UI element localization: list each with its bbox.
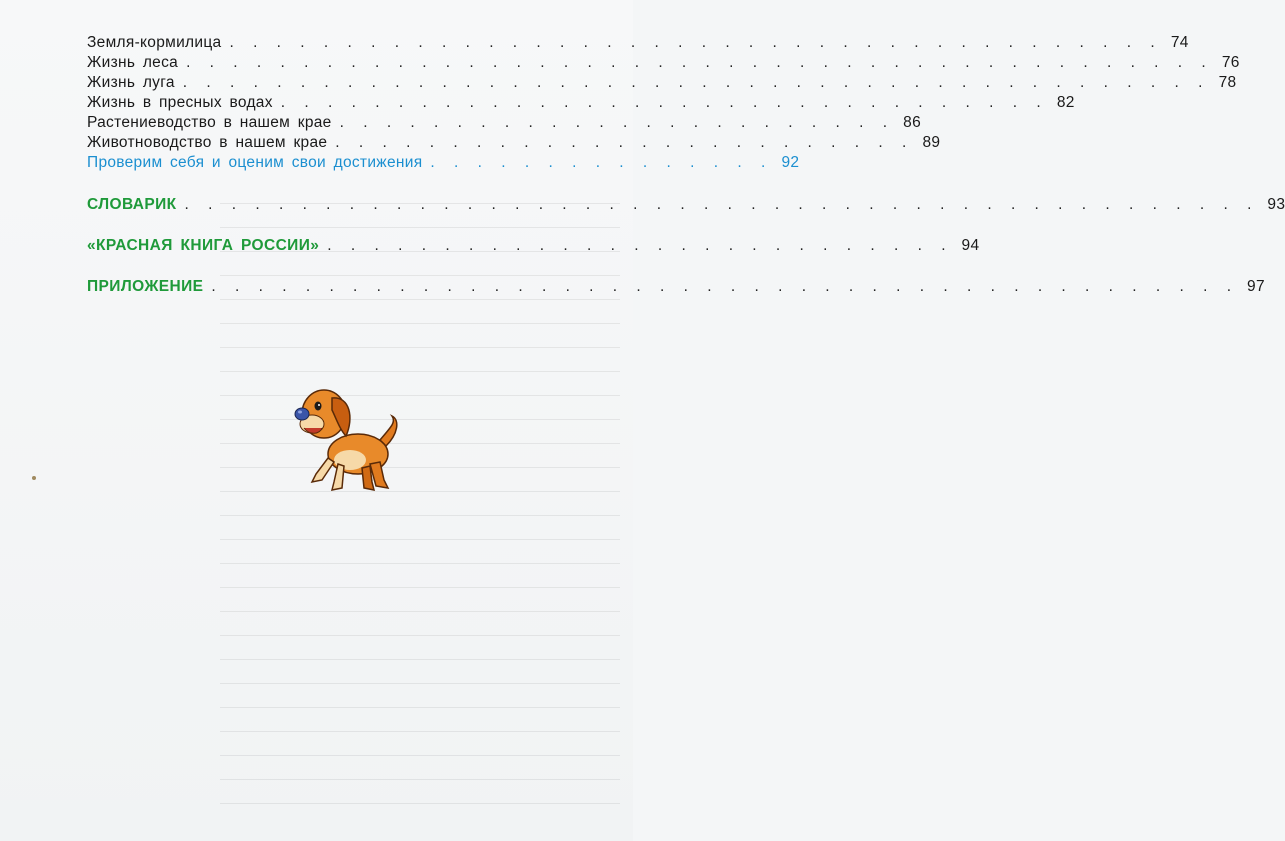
toc-section-page: 93 bbox=[1267, 196, 1285, 213]
toc-entry-title: Животноводство в нашем крае bbox=[87, 134, 328, 151]
dot-leader: . . . . . . . . . . . . . . . bbox=[430, 154, 772, 171]
dot-leader: . . . . . . . . . . . . . . . . . . . . . . . . . . . bbox=[327, 237, 952, 254]
toc-entry-page: 89 bbox=[922, 134, 941, 151]
toc-entry-page: 76 bbox=[1221, 54, 1240, 71]
toc-entry-page: 74 bbox=[1170, 34, 1189, 51]
toc-entry-title: Жизнь в пресных водах bbox=[87, 94, 273, 111]
toc-entry-title: Растениеводство в нашем крае bbox=[87, 114, 332, 131]
dot-leader: . . . . . . . . . . . . . . . . . . . . . . . . . . . . . . . . . . . . . . . . . . . . . . bbox=[184, 196, 1258, 213]
toc-entry-title: Проверим себя и оценим свои достижения bbox=[87, 154, 423, 171]
dot-leader: . . . . . . . . . . . . . . . . . . . . . . . . . . . . . . . . . . . . . . . . bbox=[229, 34, 1161, 51]
toc-entry[interactable] bbox=[87, 34, 1189, 54]
toc-entry-title: Жизнь леса bbox=[87, 54, 179, 71]
dot-leader: . . . . . . . . . . . . . . . . . . . . . . . . . . . . . . . . . . . . . . . . . . . . bbox=[211, 278, 1238, 295]
toc-entry-title: Земля-кормилица bbox=[87, 34, 222, 51]
toc-entry-page: 86 bbox=[903, 114, 921, 131]
print-speck bbox=[32, 476, 36, 480]
toc-entry[interactable] bbox=[87, 134, 941, 154]
dot-leader: . . . . . . . . . . . . . . . . . . . . . . . . bbox=[339, 114, 893, 131]
toc-entry-title: Жизнь луга bbox=[87, 74, 175, 91]
toc-entry[interactable] bbox=[87, 74, 1237, 94]
dot-leader: . . . . . . . . . . . . . . . . . . . . . . . . . . . . . . . . . . . . . . . . . . . . bbox=[182, 74, 1209, 91]
toc-section-appendix[interactable] bbox=[87, 278, 1266, 298]
table-of-contents bbox=[87, 34, 1285, 298]
toc-entry-page: 92 bbox=[781, 154, 800, 171]
toc-section-page: 94 bbox=[961, 237, 980, 254]
toc-section-glossary[interactable] bbox=[87, 196, 1285, 216]
toc-section-red-book[interactable] bbox=[87, 237, 980, 257]
toc-section-title: ПРИЛОЖЕНИЕ bbox=[87, 278, 204, 295]
toc-entry[interactable] bbox=[87, 114, 921, 134]
toc-section-page: 97 bbox=[1247, 278, 1266, 295]
toc-entry-page: 78 bbox=[1218, 74, 1237, 91]
dot-leader: . . . . . . . . . . . . . . . . . . . . . . . . . bbox=[335, 134, 913, 151]
dot-leader: . . . . . . . . . . . . . . . . . . . . . . . . . . . . . . . . . bbox=[280, 94, 1047, 111]
dot-leader: . . . . . . . . . . . . . . . . . . . . . . . . . . . . . . . . . . . . . . . . . . . . bbox=[186, 54, 1212, 71]
toc-section-title: СЛОВАРИК bbox=[87, 196, 177, 213]
toc-entry[interactable] bbox=[87, 94, 1075, 114]
puppy-illustration bbox=[292, 378, 402, 496]
toc-entry[interactable] bbox=[87, 54, 1240, 74]
toc-section-title: «КРАСНАЯ КНИГА РОССИИ» bbox=[87, 237, 320, 254]
toc-entry-page: 82 bbox=[1056, 94, 1075, 111]
toc-entry-self-check[interactable] bbox=[87, 154, 800, 174]
